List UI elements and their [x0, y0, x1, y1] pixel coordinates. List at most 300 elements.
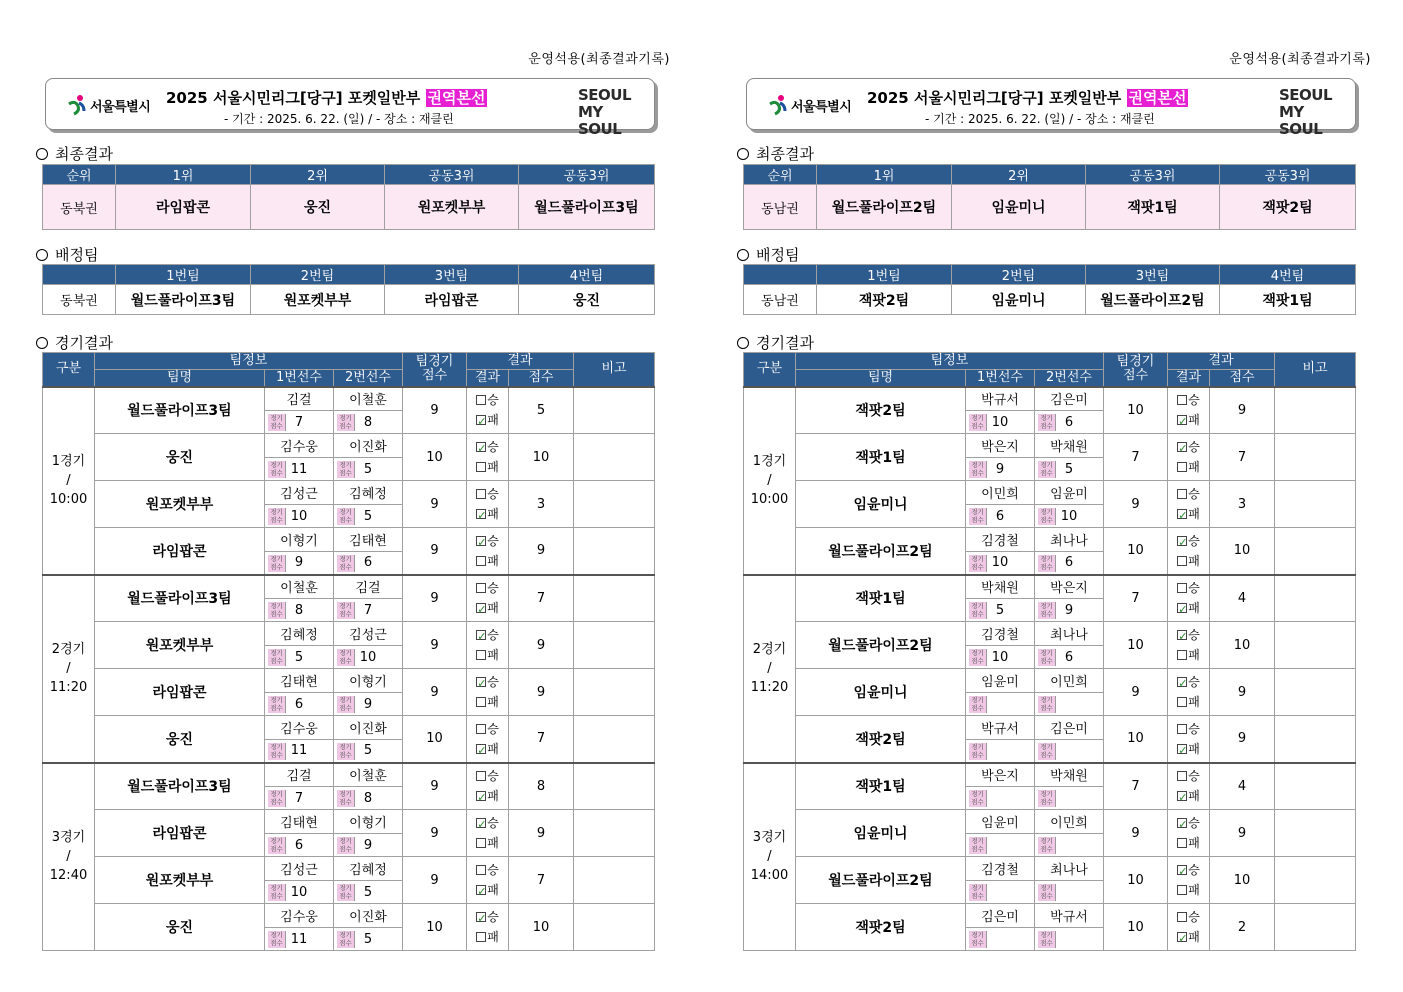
usage-label: 운영석용(최종결과기록) [528, 52, 670, 67]
player1-name: 박은지 [966, 434, 1035, 458]
badge-line1: 경기 [971, 884, 984, 892]
checkbox-icon[interactable] [1177, 556, 1187, 566]
header-cell: 1위 [116, 165, 251, 185]
assigned-teams-table [42, 264, 655, 315]
game-score-badge [337, 508, 354, 525]
games-body [43, 387, 655, 951]
checkbox-icon[interactable] [1177, 791, 1187, 801]
player1-name: 김태현 [265, 669, 334, 693]
team-score-cell: 9 [403, 669, 467, 716]
note-cell[interactable] [1275, 810, 1356, 857]
note-cell[interactable] [574, 622, 655, 669]
header-note: 비고 [574, 353, 655, 387]
usage-label: 운영석용(최종결과기록) [1229, 52, 1371, 67]
badge-line2: 점수 [1040, 610, 1053, 618]
note-cell[interactable] [1275, 763, 1356, 810]
badge-line1: 경기 [971, 931, 984, 939]
note-cell[interactable] [1275, 434, 1356, 481]
result-cell [467, 669, 509, 716]
badge-divider [285, 837, 286, 854]
game-score-badge [1038, 743, 1055, 760]
player1-name: 김걸 [265, 763, 334, 787]
player2-score: 6 [1064, 414, 1074, 430]
note-cell[interactable] [574, 763, 655, 810]
lose-label: 패 [487, 601, 499, 616]
score-cell: 9 [509, 810, 574, 857]
seoul-logo-text: 서울특별시 [90, 99, 151, 115]
section-final-title [737, 143, 814, 164]
checkbox-icon[interactable] [1177, 818, 1187, 828]
team-name-cell: 잭팟1팀 [796, 434, 966, 481]
result-cell [1168, 669, 1210, 716]
circle-bullet-icon [737, 337, 749, 349]
badge-line2: 점수 [971, 422, 984, 430]
round-cell [43, 763, 95, 951]
checkbox-icon[interactable] [476, 771, 486, 781]
team-3-cell: 라임팝콘 [385, 285, 519, 315]
lose-label: 패 [1188, 741, 1200, 756]
note-cell[interactable] [574, 716, 655, 763]
checkbox-icon[interactable] [476, 509, 486, 519]
player1-name: 김수웅 [265, 434, 334, 458]
checkbox-icon[interactable] [1177, 415, 1187, 425]
badge-line1: 경기 [1040, 555, 1053, 563]
note-cell[interactable] [1275, 669, 1356, 716]
result-cell [1168, 528, 1210, 575]
badge-line1: 경기 [339, 461, 352, 469]
player2-score: 6 [1064, 649, 1074, 665]
badge-line2: 점수 [971, 939, 984, 947]
player1-name: 이철훈 [265, 575, 334, 599]
badge-line1: 경기 [339, 790, 352, 798]
badge-line1: 경기 [270, 602, 283, 610]
player1-score-cell [966, 834, 1035, 857]
player2-score-cell [334, 505, 403, 528]
note-cell[interactable] [1275, 528, 1356, 575]
player2-name: 박채원 [1035, 434, 1104, 458]
badge-line2: 점수 [339, 610, 352, 618]
checkbox-icon[interactable] [476, 744, 486, 754]
game-score-badge [268, 508, 285, 525]
note-cell[interactable] [1275, 716, 1356, 763]
note-cell[interactable] [574, 528, 655, 575]
badge-divider [1055, 508, 1056, 525]
win-option [1168, 437, 1209, 457]
team-score-cell: 9 [403, 528, 467, 575]
badge-line1: 경기 [1040, 931, 1053, 939]
header-cell [43, 265, 116, 285]
team-name-cell: 웅진 [95, 434, 265, 481]
player2-score: 9 [363, 696, 373, 712]
note-cell[interactable] [1275, 575, 1356, 622]
checkbox-icon[interactable] [476, 462, 486, 472]
player2-score-cell [334, 458, 403, 481]
win-label: 승 [1188, 440, 1200, 454]
badge-divider [1055, 696, 1056, 713]
game-score-badge [969, 508, 986, 525]
round-label: 3경기 [752, 830, 787, 846]
lose-label: 패 [1188, 648, 1200, 662]
badge-line2: 점수 [339, 751, 352, 759]
score-cell: 3 [509, 481, 574, 528]
badge-divider [285, 790, 286, 807]
header-score: 점수 [509, 370, 574, 387]
page-subtitle: - 기간 : 2025. 6. 22. (일) / - 장소 : 재클린 [224, 112, 454, 126]
badge-line1: 경기 [339, 696, 352, 704]
assign-header-row [744, 265, 1356, 285]
win-option [467, 813, 508, 833]
player1-name: 김경철 [966, 622, 1035, 646]
result-cell [1168, 763, 1210, 810]
player2-name: 최나나 [1035, 528, 1104, 552]
player1-score: 7 [294, 790, 304, 806]
score-cell: 9 [1210, 810, 1275, 857]
checkbox-icon[interactable] [476, 395, 486, 405]
header-result-sub: 결과 [1168, 370, 1210, 387]
badge-line2: 점수 [339, 657, 352, 665]
score-cell: 9 [1210, 716, 1275, 763]
title-highlight: 권역본선 [1128, 89, 1187, 107]
header-cell: 공동3위 [1086, 165, 1220, 185]
player1-score: 10 [290, 508, 308, 524]
badge-line2: 점수 [1040, 939, 1053, 947]
circle-bullet-icon [36, 249, 48, 261]
note-cell[interactable] [574, 481, 655, 528]
team-score-cell: 9 [1104, 481, 1168, 528]
note-cell[interactable] [574, 904, 655, 951]
note-cell[interactable] [574, 857, 655, 904]
team-score-cell: 9 [403, 763, 467, 810]
header-team-score-line2: 점수 [421, 368, 448, 384]
region-cell: 동남권 [744, 185, 817, 230]
checkbox-icon[interactable] [476, 489, 486, 499]
player2-score-cell [334, 787, 403, 810]
win-label: 승 [487, 440, 499, 454]
badge-line1: 경기 [971, 649, 984, 657]
player2-score-cell [1035, 552, 1104, 575]
team-row [744, 716, 1356, 740]
checkbox-icon[interactable] [1177, 865, 1187, 875]
badge-line1: 경기 [339, 931, 352, 939]
checkbox-icon[interactable] [1177, 771, 1187, 781]
lose-option [1168, 786, 1209, 806]
header-team-info: 팀정보 [95, 353, 403, 370]
checkbox-icon[interactable] [476, 838, 486, 848]
player1-score-cell [265, 693, 334, 716]
badge-line1: 경기 [270, 508, 283, 516]
score-cell: 10 [509, 434, 574, 481]
player1-score: 6 [294, 696, 304, 712]
badge-divider [986, 931, 987, 948]
player1-name: 김은미 [966, 904, 1035, 928]
player1-name: 김경철 [966, 857, 1035, 881]
note-cell[interactable] [574, 434, 655, 481]
badge-line2: 점수 [971, 845, 984, 853]
assign-header-row [43, 265, 655, 285]
checkbox-icon[interactable] [1177, 462, 1187, 472]
player2-name: 이철훈 [334, 763, 403, 787]
badge-divider [285, 555, 286, 572]
lose-label: 패 [1188, 460, 1200, 474]
game-score-badge [337, 461, 354, 478]
team-row [744, 810, 1356, 834]
page-subtitle: - 기간 : 2025. 6. 22. (일) / - 장소 : 재클린 [925, 112, 1155, 126]
badge-line2: 점수 [339, 845, 352, 853]
checkbox-icon[interactable] [1177, 442, 1187, 452]
checkbox-icon[interactable] [1177, 536, 1187, 546]
header-cell: 1위 [817, 165, 952, 185]
badge-divider [354, 931, 355, 948]
player2-name: 김걸 [334, 575, 403, 599]
player2-score-cell [1035, 599, 1104, 622]
checkbox-icon[interactable] [476, 650, 486, 660]
round-label: 11:20 [49, 680, 88, 695]
badge-line1: 경기 [339, 884, 352, 892]
team-row [744, 575, 1356, 599]
win-label: 승 [1188, 721, 1200, 736]
score-cell: 3 [1210, 481, 1275, 528]
player1-name: 박은지 [966, 763, 1035, 787]
win-option [1168, 390, 1209, 410]
checkbox-icon[interactable] [1177, 697, 1187, 707]
win-label: 승 [487, 721, 499, 736]
games-header-row-1 [43, 353, 655, 370]
checkbox-icon[interactable] [1177, 489, 1187, 499]
badge-line1: 경기 [971, 461, 984, 469]
checkbox-icon[interactable] [476, 818, 486, 828]
game-score-badge [337, 696, 354, 713]
checkbox-icon[interactable] [476, 697, 486, 707]
team-name-cell: 잭팟1팀 [796, 763, 966, 810]
win-label: 승 [487, 533, 499, 548]
player1-score: 11 [290, 461, 308, 477]
player1-name: 이형기 [265, 528, 334, 552]
checkbox-icon[interactable] [1177, 630, 1187, 640]
player2-score-cell [1035, 458, 1104, 481]
player2-name: 박은지 [1035, 575, 1104, 599]
badge-line2: 점수 [270, 563, 283, 571]
game-score-badge [337, 414, 354, 431]
badge-line2: 점수 [270, 845, 283, 853]
header-team-info: 팀정보 [796, 353, 1104, 370]
team-name-cell: 잭팟2팀 [796, 387, 966, 434]
note-cell[interactable] [1275, 622, 1356, 669]
checkbox-icon[interactable] [476, 442, 486, 452]
player1-score-cell [966, 740, 1035, 763]
badge-line1: 경기 [270, 649, 283, 657]
player2-score-cell [1035, 411, 1104, 434]
team-1-cell: 월드풀라이프3팀 [116, 285, 251, 315]
section-label: 배정팀 [756, 246, 800, 264]
badge-divider [354, 743, 355, 760]
badge-line1: 경기 [971, 790, 984, 798]
checkbox-icon[interactable] [1177, 650, 1187, 660]
header-cell: 2위 [952, 165, 1086, 185]
game-score-badge [969, 649, 986, 666]
games-header-row-1 [744, 353, 1356, 370]
game-score-badge [1038, 602, 1055, 619]
badge-divider [354, 696, 355, 713]
team-name-cell: 웅진 [95, 904, 265, 951]
checkbox-icon[interactable] [476, 677, 486, 687]
checkbox-icon[interactable] [476, 865, 486, 875]
player2-score: 7 [363, 602, 373, 618]
badge-divider [1055, 743, 1056, 760]
team-score-cell: 10 [1104, 904, 1168, 951]
game-score-badge [1038, 555, 1055, 572]
win-option [1168, 578, 1209, 598]
badge-line1: 경기 [270, 461, 283, 469]
score-cell: 9 [1210, 387, 1275, 434]
badge-line2: 점수 [339, 704, 352, 712]
result-cell [1168, 481, 1210, 528]
checkbox-icon[interactable] [1177, 583, 1187, 593]
win-option [467, 390, 508, 410]
badge-line2: 점수 [971, 610, 984, 618]
header-player1: 1번선수 [966, 370, 1035, 387]
checkbox-icon[interactable] [1177, 603, 1187, 613]
header-cell: 순위 [43, 165, 116, 185]
win-label: 승 [487, 910, 499, 924]
checkbox-icon[interactable] [476, 912, 486, 922]
badge-line1: 경기 [1040, 602, 1053, 610]
header-cell [744, 265, 817, 285]
player1-name: 김수웅 [265, 904, 334, 928]
rank-3-team-a: 잭팟1팀 [1086, 185, 1220, 230]
badge-divider [354, 461, 355, 478]
checkbox-icon[interactable] [1177, 724, 1187, 734]
checkbox-icon[interactable] [476, 556, 486, 566]
win-label: 승 [487, 628, 499, 642]
checkbox-icon[interactable] [476, 536, 486, 546]
game-score-badge [268, 743, 285, 760]
seoul-logo-text: 서울특별시 [791, 99, 852, 115]
note-cell[interactable] [1275, 481, 1356, 528]
team-3-cell: 월드풀라이프2팀 [1086, 285, 1220, 315]
checkbox-icon[interactable] [1177, 912, 1187, 922]
checkbox-icon[interactable] [1177, 885, 1187, 895]
checkbox-icon[interactable] [476, 415, 486, 425]
player1-score: 9 [995, 461, 1005, 477]
checkbox-icon[interactable] [476, 791, 486, 801]
checkbox-icon[interactable] [476, 932, 486, 942]
team-row [744, 857, 1356, 881]
checkbox-icon[interactable] [476, 583, 486, 593]
team-name-cell: 원포켓부부 [95, 622, 265, 669]
badge-line1: 경기 [339, 414, 352, 422]
checkbox-icon[interactable] [1177, 932, 1187, 942]
team-name-cell: 라임팝콘 [95, 669, 265, 716]
checkbox-icon[interactable] [476, 630, 486, 640]
team-score-cell: 10 [403, 716, 467, 763]
player2-score: 5 [363, 931, 373, 947]
game-score-badge [268, 696, 285, 713]
badge-line2: 점수 [971, 469, 984, 477]
result-cell [467, 481, 509, 528]
section-assign-title [737, 244, 799, 265]
checkbox-icon[interactable] [1177, 838, 1187, 848]
badge-divider [354, 602, 355, 619]
win-label: 승 [1188, 581, 1200, 596]
round-cell [744, 575, 796, 763]
note-cell[interactable] [574, 387, 655, 434]
badge-divider [986, 649, 987, 666]
result-cell [1168, 716, 1210, 763]
lose-label: 패 [487, 553, 499, 568]
badge-divider [1055, 884, 1056, 901]
checkbox-icon[interactable] [1177, 395, 1187, 405]
player2-score-cell [1035, 834, 1104, 857]
section-assign-title [36, 244, 98, 265]
player2-name: 이진화 [334, 904, 403, 928]
team-score-cell: 9 [403, 810, 467, 857]
checkbox-icon[interactable] [476, 603, 486, 613]
win-option [467, 672, 508, 692]
header-cell: 2위 [251, 165, 385, 185]
lose-option [1168, 692, 1209, 712]
note-cell[interactable] [574, 669, 655, 716]
header-result: 결과 [467, 353, 574, 370]
panel-left [42, 0, 670, 992]
team-score-cell: 9 [403, 857, 467, 904]
badge-line2: 점수 [971, 704, 984, 712]
team-row [744, 904, 1356, 928]
header-result-sub: 결과 [467, 370, 509, 387]
player2-score-cell [334, 646, 403, 669]
badge-divider [354, 790, 355, 807]
round-label: 10:00 [750, 492, 789, 507]
note-cell[interactable] [574, 575, 655, 622]
section-label: 배정팀 [55, 246, 99, 264]
seoul-city-logo [66, 94, 150, 116]
lose-option [467, 692, 508, 712]
player1-score-cell [265, 599, 334, 622]
win-label: 승 [1188, 769, 1200, 784]
checkbox-icon[interactable] [476, 885, 486, 895]
team-name-cell: 월드풀라이프2팀 [796, 857, 966, 904]
checkbox-icon[interactable] [1177, 677, 1187, 687]
player2-name: 박규서 [1035, 904, 1104, 928]
team-name-cell: 잭팟1팀 [796, 575, 966, 622]
badge-line1: 경기 [971, 696, 984, 704]
checkbox-icon[interactable] [476, 724, 486, 734]
win-label: 승 [487, 863, 499, 877]
player1-name: 임윤미 [966, 669, 1035, 693]
badge-line1: 경기 [971, 837, 984, 845]
note-cell[interactable] [1275, 904, 1356, 951]
badge-line1: 경기 [1040, 790, 1053, 798]
checkbox-icon[interactable] [1177, 744, 1187, 754]
win-label: 승 [487, 769, 499, 784]
lose-option [467, 739, 508, 759]
player2-score: 9 [363, 837, 373, 853]
checkbox-icon[interactable] [1177, 509, 1187, 519]
player2-score-cell [334, 740, 403, 763]
header-cell: 공동3위 [1220, 165, 1356, 185]
round-label: 14:00 [750, 868, 789, 884]
result-cell [467, 763, 509, 810]
badge-divider [285, 649, 286, 666]
note-cell[interactable] [1275, 387, 1356, 434]
game-score-badge [1038, 649, 1055, 666]
badge-divider [285, 508, 286, 525]
badge-line1: 경기 [270, 414, 283, 422]
note-cell[interactable] [574, 810, 655, 857]
score-cell: 2 [1210, 904, 1275, 951]
rank-2-team: 임윤미니 [952, 185, 1086, 230]
final-result-row [744, 185, 1356, 230]
note-cell[interactable] [1275, 857, 1356, 904]
